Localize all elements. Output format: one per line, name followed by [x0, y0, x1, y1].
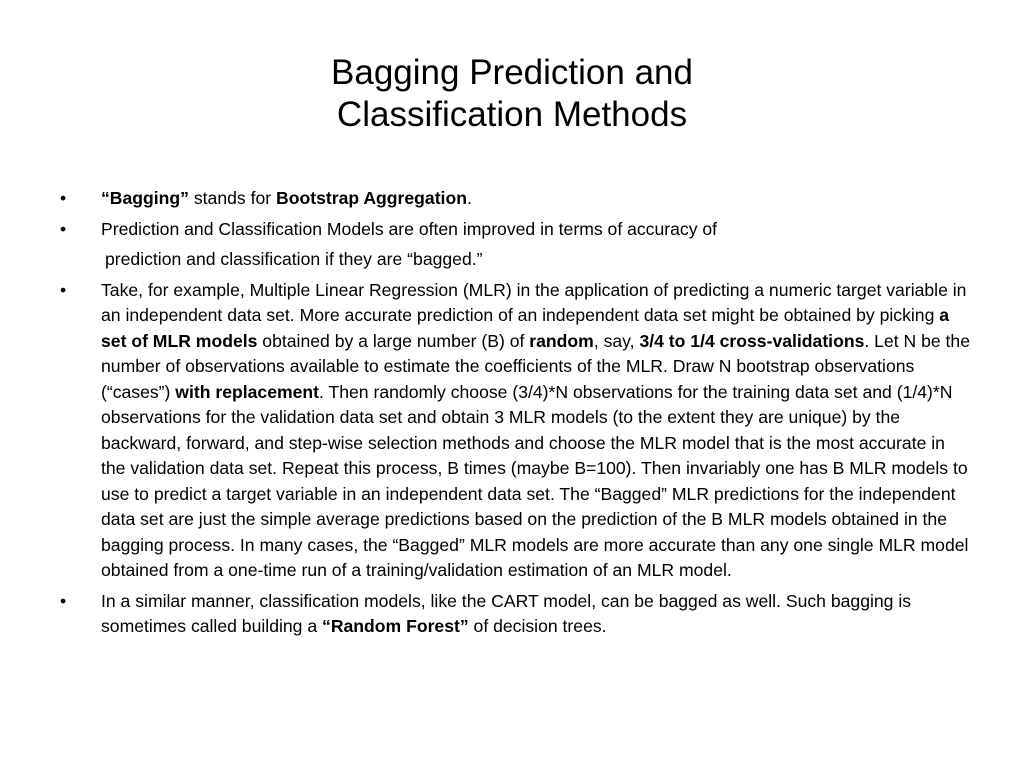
- bullet-text: In a similar manner, classification models, like the CART model, can be bagged as well. Such bagging is sometimes called building a: [101, 590, 912, 636]
- bullet-item-bagging-definition: [60, 186, 970, 212]
- emphasis-random: random: [529, 330, 594, 351]
- bullet-text: obtained by a large number (B) of: [257, 330, 530, 351]
- bagging-term: “Bagging”: [101, 188, 189, 208]
- bullet-continuation-line: prediction and classification if they are “bagged.”: [105, 249, 483, 269]
- bullet-text: , say,: [593, 330, 640, 351]
- bullet-text: of decision trees.: [468, 616, 607, 636]
- bullet-text: Take, for example, Multiple Linear Regression (MLR) in the application of predicting a numeric target variable in an independent data set. More accurate prediction of an independent data set might be obtained by picking: [101, 279, 967, 325]
- title-line-1: Bagging Prediction and: [331, 53, 693, 92]
- bullet-text: .: [466, 188, 472, 208]
- bullet-icon: •: [60, 188, 67, 208]
- bullet-text: Prediction and Classification Models are often improved in terms of accuracy of: [101, 218, 718, 239]
- emphasis-random-forest: “Random Forest”: [322, 616, 469, 636]
- bullet-icon: •: [60, 279, 67, 300]
- bullet-icon: •: [60, 218, 67, 239]
- slide-title: [112, 52, 912, 136]
- bootstrap-aggregation-term: Bootstrap Aggregation: [276, 188, 467, 208]
- title-line-2: Classification Methods: [336, 95, 688, 134]
- emphasis-cross-validations: 3/4 to 1/4 cross-validations: [639, 330, 865, 351]
- bullet-icon: •: [60, 590, 67, 611]
- emphasis-with-replacement: with replacement: [175, 381, 320, 402]
- bullet-text: . Then randomly choose (3/4)*N observations for the training data set and (1/4)*N observations for the validation data set and obtain 3 MLR models (to the extent they are unique) by the backward, forward, and step-wise selection methods and choose the MLR model that is the most accurate in the validation data set. Repeat this process, B times (maybe B=100). Then invariably one has B MLR models to use to predict a target variable in an independent data set. The “Bagged” MLR predictions for the independent data set are just the simple average predictions based on the prediction of the B MLR models obtained in the bagging process. In many cases, the “Bagged” MLR models are more accurate than any one single MLR model obtained from a one-time run of a training/validation estimation of an MLR model.: [101, 381, 969, 580]
- bullet-text: . Let N be the number of observations available to estimate the coefficients of the MLR. Draw N bootstrap observations (“cases”): [101, 330, 970, 402]
- bullet-item-mlr-example: [60, 278, 970, 584]
- bullet-item-random-forest: [60, 589, 970, 640]
- emphasis-set-of-mlr-models: a set of MLR models: [101, 305, 950, 351]
- bullet-list: [60, 186, 970, 640]
- bullet-item-accuracy: [60, 217, 970, 243]
- bullet-text: stands for: [188, 188, 277, 208]
